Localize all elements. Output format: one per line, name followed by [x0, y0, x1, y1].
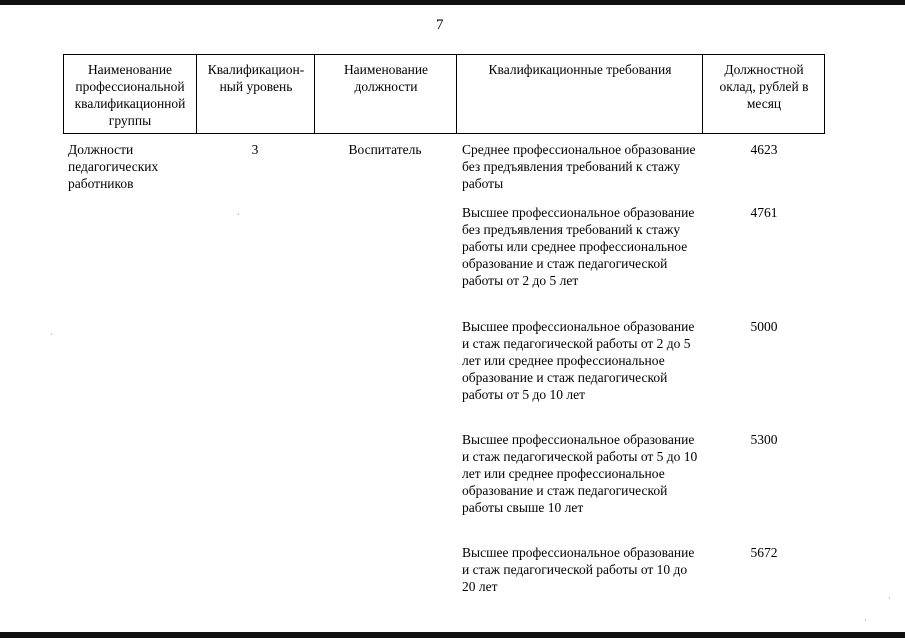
requirements-text: Высшее профессиональное образование и стаж педагогической работы от 10 до 20 лет	[462, 545, 695, 594]
header-position: Наименование должности	[343, 62, 429, 94]
scan-speck: ·	[237, 210, 240, 219]
qualification-level: 3	[251, 142, 259, 157]
salary-value: 5000	[750, 319, 778, 334]
bottom-scan-border	[0, 632, 905, 638]
header-group: Наименование профессиональной квалификационной группы	[74, 62, 186, 128]
group-name: Должности педагогических работников	[68, 142, 159, 191]
scan-speck: ·	[50, 330, 53, 339]
position-name: Воспитатель	[348, 142, 422, 157]
salary-value: 5672	[750, 545, 778, 560]
page-number: 7	[436, 17, 444, 33]
requirements-text: Высшее профессиональное образование и стаж педагогической работы от 2 до 5 лет или среднее профессиональное образование и стаж педагогической работы от 5 до 10 лет	[462, 319, 695, 402]
requirements-text: Высшее профессиональное образование без предъявления требований к стажу работы или среднее профессиональное образование и стаж педагогической работы от 2 до 5 лет	[462, 205, 695, 288]
requirements-text: Высшее профессиональное образование и стаж педагогической работы от 5 до 10 лет или среднее профессиональное образование и стаж педагогической работы свыше 10 лет	[462, 432, 698, 515]
top-scan-border	[0, 0, 905, 5]
scan-speck: ·	[888, 594, 891, 603]
scan-speck: ·	[864, 616, 867, 625]
salary-value: 4623	[750, 142, 778, 157]
requirements-text: Среднее профессиональное образование без предъявления требований к стажу работы	[462, 142, 696, 191]
header-salary: Должностной оклад, рублей в месяц	[719, 62, 809, 111]
salary-value: 4761	[750, 205, 778, 220]
header-requirements: Квалификационные требования	[488, 62, 672, 77]
salary-value: 5300	[750, 432, 778, 447]
header-level: Квалификацион-ный уровень	[207, 62, 305, 94]
